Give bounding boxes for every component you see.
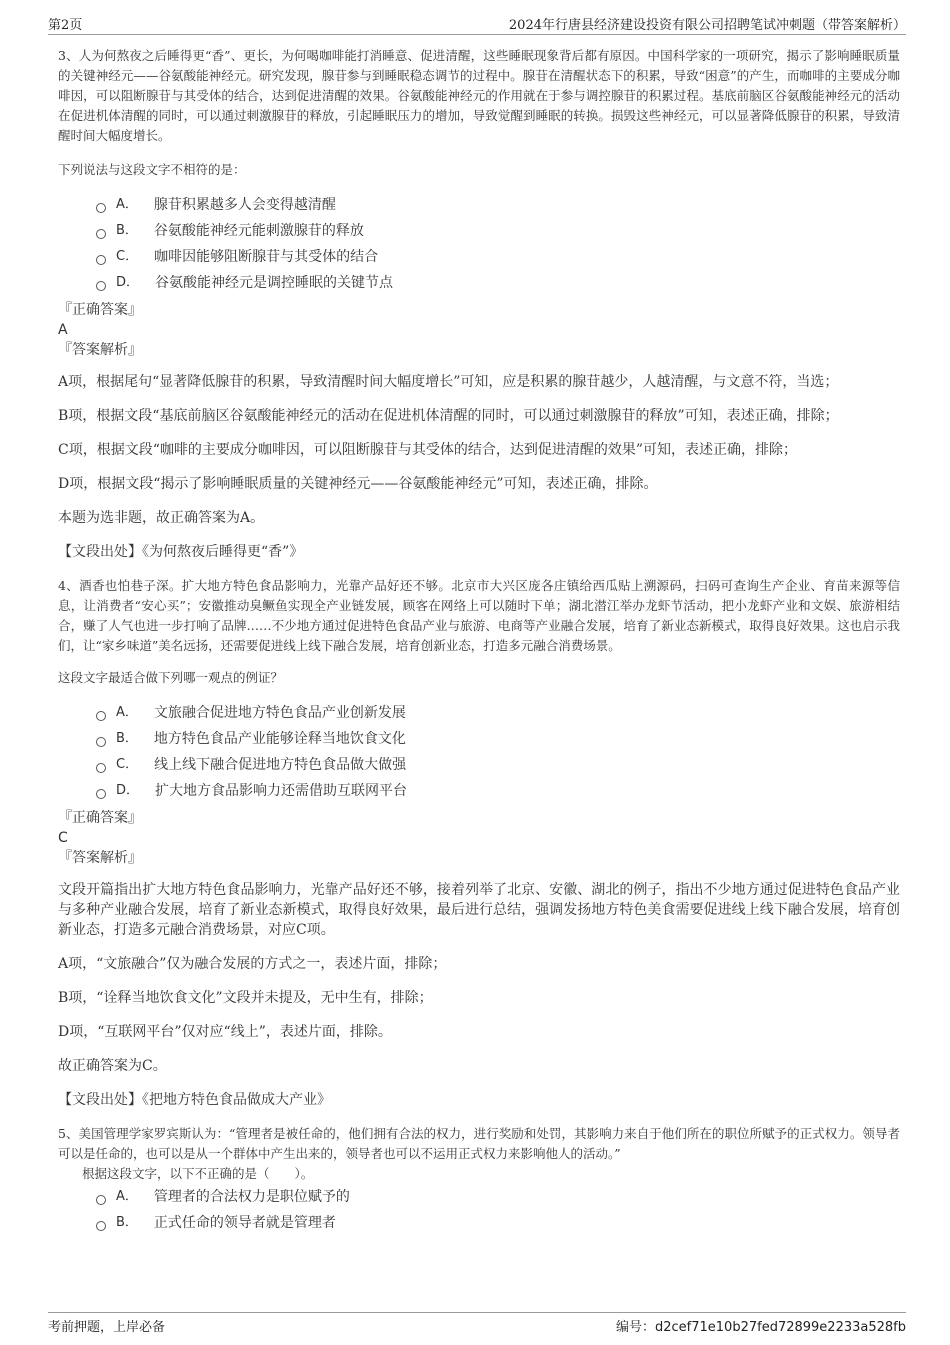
explanation-line: D项，根据文段“揭示了影响睡眠质量的关键神经元——谷氨酸能神经元”可知，表述正确，排除。 (58, 476, 658, 492)
option-a[interactable]: A． 腺苷积累越多人会变得越清醒 (96, 192, 900, 218)
radio-icon[interactable] (96, 1221, 106, 1231)
option-b[interactable]: B． 地方特色食品产业能够诠释当地饮食文化 (96, 726, 900, 752)
question-4-passage: 4、酒香也怕巷子深。扩大地方特色食品影响力，光靠产品好还不够。北京市大兴区庞各庄镇给西瓜贴上溯源码，扫码可查询生产企业、育苗来源等信息，让消费者“安心买”；安徽推动臭鳜鱼实现全产业链发展，顾客在网络上可以随时下单；湖北潜江举办龙虾节活动，把小龙虾产业和文娱、旅游相结合，赚了人气也进一步打响了品牌……不少地方通过促进特色食品产业与旅游、电商等产业融合发展，培育了新业态新模式，取得良好效果。这也启示我们，让“家乡味道”美名远扬，还需要促进线上线下融合发展，培育创新业态，打造多元融合消费场景。 (58, 578, 900, 653)
page-content (58, 46, 900, 1236)
radio-icon[interactable] (96, 1195, 106, 1205)
option-c[interactable]: C． 咖啡因能够阻断腺苷与其受体的结合 (96, 244, 900, 270)
source-citation: 【文段出处】《为何熬夜后睡得更“香”》 (58, 544, 304, 560)
radio-icon[interactable] (96, 281, 106, 291)
answer-conclusion: 本题为选非题，故正确答案为A。 (58, 510, 265, 526)
radio-icon[interactable] (96, 203, 106, 213)
option-b[interactable]: B． 谷氨酸能神经元能刺激腺苷的释放 (96, 218, 900, 244)
radio-icon[interactable] (96, 789, 106, 799)
analysis-label: 『答案解析』 (58, 850, 142, 866)
question-4-options (96, 700, 900, 804)
question-3-prompt: 下列说法与这段文字不相符的是： (58, 162, 246, 177)
explanation-line: B项，“诠释当地饮食文化”文段并未提及，无中生有，排除； (58, 990, 433, 1006)
analysis-label: 『答案解析』 (58, 342, 142, 358)
radio-icon[interactable] (96, 255, 106, 265)
radio-icon[interactable] (96, 229, 106, 239)
question-3-options (96, 192, 900, 296)
question-5-options (96, 1184, 900, 1236)
option-a[interactable]: A． 文旅融合促进地方特色食品产业创新发展 (96, 700, 900, 726)
explanation-line: B项，根据文段“基底前脑区谷氨酸能神经元的活动在促进机体清醒的同时，可以通过刺激腺苷的释放”可知，表述正确，排除； (58, 408, 839, 424)
question-3-passage: 3、人为何熬夜之后睡得更“香”、更长，为何喝咖啡能打消睡意、促进清醒，这些睡眠现象背后都有原因。中国科学家的一项研究，揭示了影响睡眠质量的关键神经元——谷氨酸能神经元。研究发现，腺苷参与到睡眠稳态调节的过程中。腺苷在清醒状态下的积累，导致“困意”的产生，而咖啡的主要成分咖啡因，可以阻断腺苷与其受体的结合，达到促进清醒的效果。谷氨酸能神经元的作用就在于参与调控腺苷的积累过程。基底前脑区谷氨酸能神经元的活动在促进机体清醒的同时，可以通过刺激腺苷的释放，引起睡眠压力的增加，导致觉醒到睡眠的转换。损毁这些神经元，可以显著降低腺苷的积累，导致清醒时间大幅度增长。 (58, 48, 900, 143)
explanation-line: C项，根据文段“咖啡的主要成分咖啡因，可以阻断腺苷与其受体的结合，达到促进清醒的效果”可知，表述正确，排除； (58, 442, 798, 458)
footer-slogan: 考前押题，上岸必备 (48, 1320, 166, 1335)
question-5-prompt: 根据这段文字，以下不正确的是（ ）。 (82, 1166, 314, 1181)
radio-icon[interactable] (96, 737, 106, 747)
correct-answer-label: 『正确答案』 (58, 302, 142, 318)
question-3 (58, 46, 900, 562)
option-a[interactable]: A． 管理者的合法权力是职位赋予的 (96, 1184, 900, 1210)
question-5-passage: 5、美国管理学家罗宾斯认为：“管理者是被任命的，他们拥有合法的权力，进行奖励和处罚，其影响力来自于他们所在的职位所赋予的正式权力。领导者可以是任命的，也可以是从一个群体中产生出来的，领导者也可以不运用正式权力来影响他人的活动。” (58, 1126, 900, 1161)
explanation-line: A项，“文旅融合”仅为融合发展的方式之一，表述片面，排除； (58, 956, 447, 972)
explanation-line: A项，根据尾句“显著降低腺苷的积累，导致清醒时间大幅度增长”可知，应是积累的腺苷越少，人越清醒，与文意不符，当选； (58, 374, 839, 390)
question-4-prompt: 这段文字最适合做下列哪一观点的例证？ (58, 670, 284, 685)
radio-icon[interactable] (96, 763, 106, 773)
page-number: 第2页 (48, 18, 83, 33)
question-5 (58, 1124, 900, 1236)
source-citation: 【文段出处】《把地方特色食品做成大产业》 (58, 1092, 331, 1108)
page-footer (48, 1312, 906, 1337)
answer-conclusion: 故正确答案为C。 (58, 1058, 167, 1074)
document-code: 编号：d2cef71e10b27fed72899e2233a528fb (615, 1320, 906, 1335)
explanation-line: D项，“互联网平台”仅对应“线上”，表述片面，排除。 (58, 1024, 392, 1040)
question-4 (58, 576, 900, 1110)
correct-answer: A (58, 322, 68, 338)
page-header (48, 12, 906, 35)
document-title: 2024年行唐县经济建设投资有限公司招聘笔试冲刺题（带答案解析） (508, 18, 906, 33)
explanation-line: 文段开篇指出扩大地方特色食品影响力，光靠产品好还不够，接着列举了北京、安徽、湖北的例子，指出不少地方通过促进特色食品产业与多种产业融合发展，培育了新业态新模式，取得良好效果，最后进行总结，强调发扬地方特色美食需要促进线上线下融合发展，培育创新业态，打造多元融合消费场景，对应C项。 (58, 882, 900, 938)
option-d[interactable]: D． 扩大地方食品影响力还需借助互联网平台 (96, 778, 900, 804)
correct-answer-label: 『正确答案』 (58, 810, 142, 826)
radio-icon[interactable] (96, 711, 106, 721)
option-c[interactable]: C． 线上线下融合促进地方特色食品做大做强 (96, 752, 900, 778)
option-b[interactable]: B． 正式任命的领导者就是管理者 (96, 1210, 900, 1236)
option-d[interactable]: D． 谷氨酸能神经元是调控睡眠的关键节点 (96, 270, 900, 296)
correct-answer: C (58, 830, 68, 846)
